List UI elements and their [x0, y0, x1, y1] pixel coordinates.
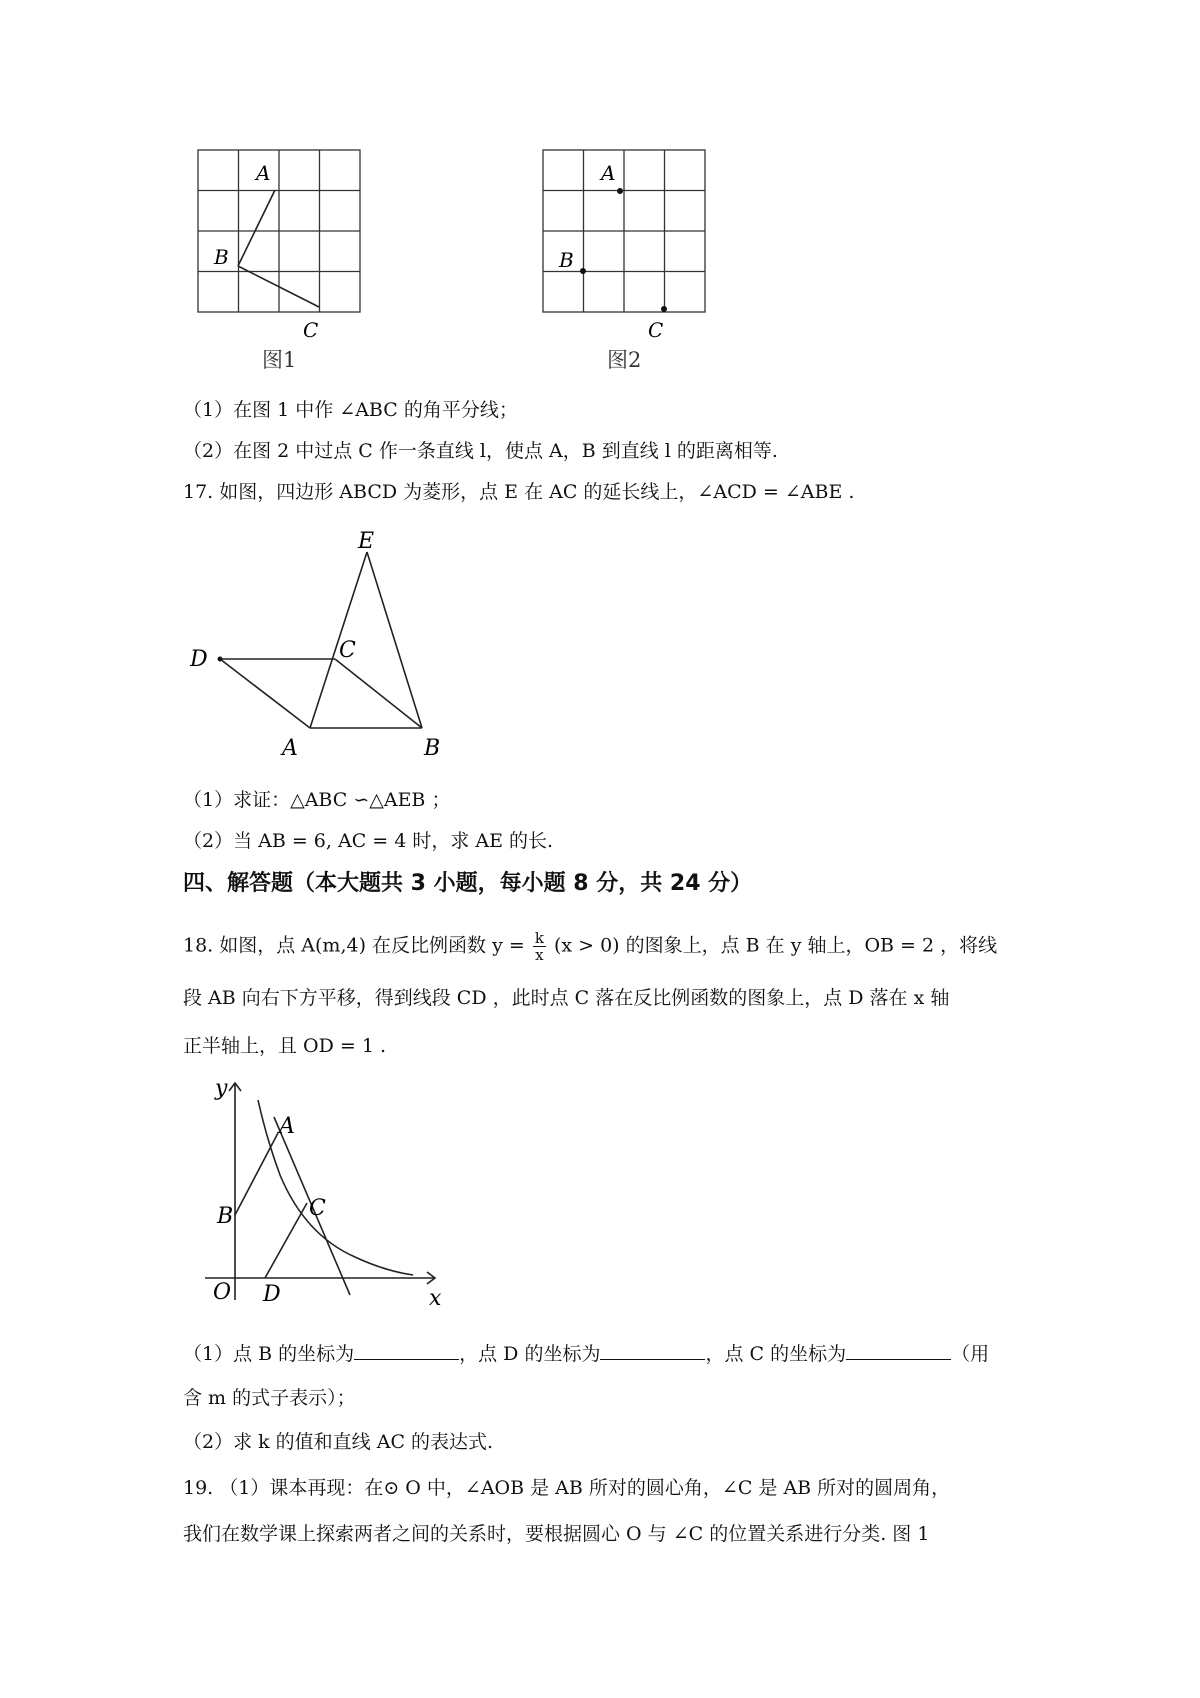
answer-blank-b[interactable]: [354, 1341, 459, 1360]
q18-line1-a: 18. 如图，点 A(m,4) 在反比例函数 y =: [183, 934, 525, 957]
q18-part1-b: ，点 D 的坐标为: [459, 1343, 601, 1365]
figure-rhombus: [190, 530, 460, 764]
fig2-label-b: B: [559, 248, 574, 272]
origin-label: O: [213, 1280, 232, 1305]
q18-part1-line2: 含 m 的式子表示）；: [183, 1387, 356, 1409]
answer-blank-d[interactable]: [600, 1341, 705, 1360]
fig1-caption: 图1: [262, 348, 297, 372]
fig2-label-a: A: [601, 161, 616, 185]
axis-label-x: x: [429, 1286, 442, 1311]
q17-stem: 17. 如图，四边形 ABCD 为菱形，点 E 在 AC 的延长线上，∠ACD = ∠ABE .: [183, 481, 855, 503]
fig1-label-a: A: [256, 161, 271, 185]
section-4-heading: 四、解答题（本大题共 3 小题，每小题 8 分，共 24 分）: [183, 871, 753, 896]
figure-1: [190, 145, 370, 379]
q18-frac-num: k: [534, 929, 544, 947]
q18-frac-den: x: [535, 946, 544, 964]
hyperbola-graph: [195, 1075, 455, 1315]
hyperbola-label-b: B: [217, 1204, 234, 1229]
q16-part1: （1）在图 1 中作 ∠ABC 的角平分线；: [183, 399, 518, 421]
q18-line1-b: (x > 0) 的图象上，点 B 在 y 轴上，OB = 2 ，将线: [553, 934, 998, 957]
answer-blank-c[interactable]: [846, 1341, 951, 1360]
q18-part2: （2）求 k 的值和直线 AC 的表达式.: [183, 1431, 494, 1453]
fig2-caption: 图2: [607, 348, 642, 372]
q18-line3: 正半轴上，且 OD = 1 .: [183, 1035, 387, 1057]
figure-2: [535, 145, 715, 379]
figure-2-grid: [535, 145, 715, 375]
q18-part1-d: （用: [951, 1343, 990, 1365]
rhombus-diagram: [190, 530, 460, 760]
hyperbola-label-a: A: [279, 1114, 295, 1139]
fig1-label-c: C: [303, 318, 319, 342]
rhombus-label-b: B: [424, 736, 441, 760]
q18-part1-line1: [183, 1340, 989, 1368]
hyperbola-label-c: C: [309, 1196, 326, 1221]
rhombus-label-a: A: [282, 736, 298, 760]
q16-part2: （2）在图 2 中过点 C 作一条直线 l，使点 A，B 到直线 l 的距离相等.: [183, 440, 778, 462]
q18-line1: [183, 930, 997, 963]
q18-fraction: [533, 930, 546, 963]
q17-part1: （1）求证：△ABC ∽△AEB ；: [183, 789, 451, 811]
rhombus-label-c: C: [339, 638, 356, 663]
figure-hyperbola: [195, 1075, 455, 1319]
q17-part2: （2）当 AB = 6, AC = 4 时，求 AE 的长.: [183, 830, 554, 852]
figure-1-grid: [190, 145, 370, 375]
fig1-label-b: B: [214, 245, 229, 269]
hyperbola-label-d: D: [263, 1282, 281, 1307]
q19-line1: 19. （1）课本再现：在⊙ O 中，∠AOB 是 AB 所对的圆心角，∠C 是 AB 所对的圆周角，: [183, 1477, 951, 1499]
q19-line2: 我们在数学课上探索两者之间的关系时，要根据圆心 O 与 ∠C 的位置关系进行分类. 图 1: [183, 1523, 930, 1545]
rhombus-label-e: E: [358, 530, 375, 554]
q18-part1-c: ，点 C 的坐标为: [705, 1343, 847, 1365]
axis-label-y: y: [215, 1076, 228, 1101]
q18-line2: 段 AB 向右下方平移，得到线段 CD ，此时点 C 落在反比例函数的图象上，点 D 落在 x 轴: [183, 987, 950, 1009]
rhombus-label-d: D: [190, 647, 208, 672]
q18-part1-a: （1）点 B 的坐标为: [183, 1343, 355, 1365]
fig2-label-c: C: [648, 318, 664, 342]
